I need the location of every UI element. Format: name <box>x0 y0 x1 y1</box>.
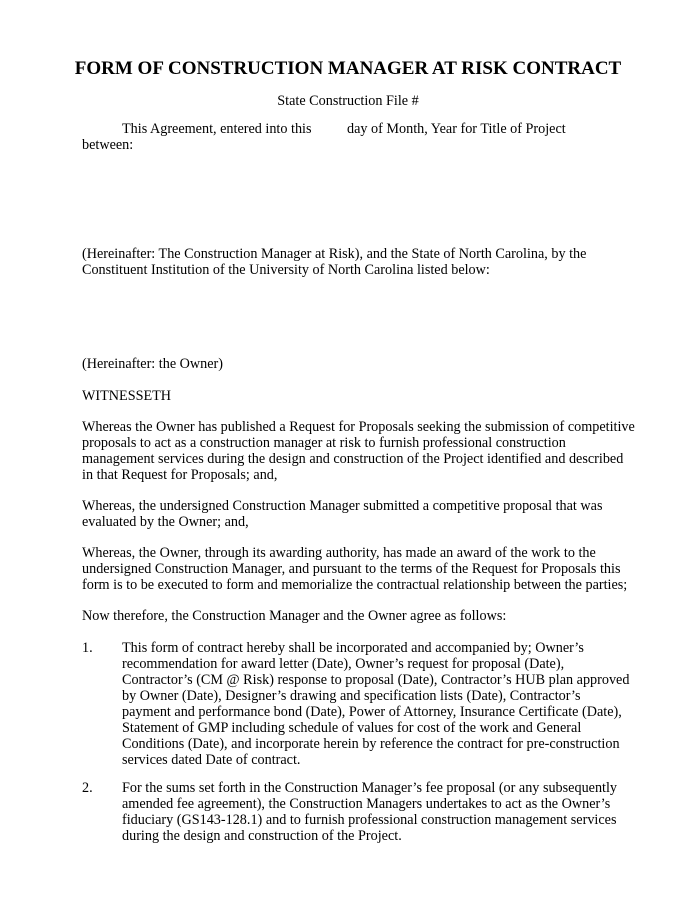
agreement-text-between: between: <box>82 137 134 153</box>
item-line: services dated Date of contract. <box>122 752 301 768</box>
item-line: amended fee agreement), the Construction Managers undertakes to act as the Owner’s <box>122 796 611 812</box>
item-line: Statement of GMP including schedule of values for cost of the work and General <box>122 720 582 736</box>
item-line: fiduciary (GS143-128.1) and to furnish professional construction management services <box>122 812 617 828</box>
paragraph-line: form is to be executed to form and memorialize the contractual relationship between the parties; <box>82 577 628 593</box>
state-construction-file-line: State Construction File # <box>277 93 419 109</box>
item-line: during the design and construction of the Project. <box>122 828 402 844</box>
paragraph-line: Whereas the Owner has published a Request for Proposals seeking the submission of competitive <box>82 419 635 435</box>
hereinafter-cm-paragraph <box>82 246 622 278</box>
item-line: This form of contract hereby shall be incorporated and accompanied by; Owner’s <box>122 640 584 656</box>
heading-text: WITNESSETH <box>82 388 172 404</box>
item-line: Contractor’s (CM @ Risk) response to proposal (Date), Contractor’s HUB plan approved <box>122 672 630 688</box>
agreement-text-date: day of Month, Year for Title of Project <box>347 121 566 137</box>
paragraph-line: management services during the design and construction of the Project identified and described <box>82 451 624 467</box>
agreement-paragraph <box>82 121 622 153</box>
agreement-text-start: This Agreement, entered into this <box>122 121 312 137</box>
paragraph-line: (Hereinafter: The Construction Manager at Risk), and the State of North Carolina, by the <box>82 246 587 262</box>
item-line: Conditions (Date), and incorporate herein by reference the contract for pre-construction <box>122 736 620 752</box>
paragraph-line: in that Request for Proposals; and, <box>82 467 278 483</box>
witnesseth-heading <box>82 388 622 404</box>
whereas-paragraph-1 <box>82 419 635 483</box>
paragraph-line: undersigned Construction Manager, and pursuant to the terms of the Request for Proposals this <box>82 561 621 577</box>
paragraph-line: (Hereinafter: the Owner) <box>82 356 224 372</box>
whereas-paragraph-2 <box>82 498 622 530</box>
item-number: 2. <box>82 780 93 796</box>
item-line: For the sums set forth in the Construction Manager’s fee proposal (or any subsequently <box>122 780 618 796</box>
item-line: recommendation for award letter (Date), Owner’s request for proposal (Date), <box>122 656 565 672</box>
paragraph-line: Whereas, the Owner, through its awarding authority, has made an award of the work to the <box>82 545 596 561</box>
item-line: payment and performance bond (Date), Power of Attorney, Insurance Certificate (Date), <box>122 704 622 720</box>
item-line: by Owner (Date), Designer’s drawing and specification lists (Date), Contractor’s <box>122 688 581 704</box>
hereinafter-owner-paragraph <box>82 356 622 372</box>
item-body <box>122 640 629 768</box>
paragraph-line: proposals to act as a construction manager at risk to furnish professional construction <box>82 435 566 451</box>
paragraph-line: Constituent Institution of the University of North Carolina listed below: <box>82 262 490 278</box>
paragraph-line: Whereas, the undersigned Construction Manager submitted a competitive proposal that was <box>82 498 603 514</box>
item-number: 1. <box>82 640 93 656</box>
whereas-paragraph-3 <box>82 545 628 593</box>
paragraph-line: evaluated by the Owner; and, <box>82 514 249 530</box>
paragraph-line: Now therefore, the Construction Manager and the Owner agree as follows: <box>82 608 507 624</box>
item-body <box>122 780 617 844</box>
now-therefore-paragraph <box>82 608 622 624</box>
document-title: FORM OF CONSTRUCTION MANAGER AT RISK CONTRACT <box>74 58 622 79</box>
